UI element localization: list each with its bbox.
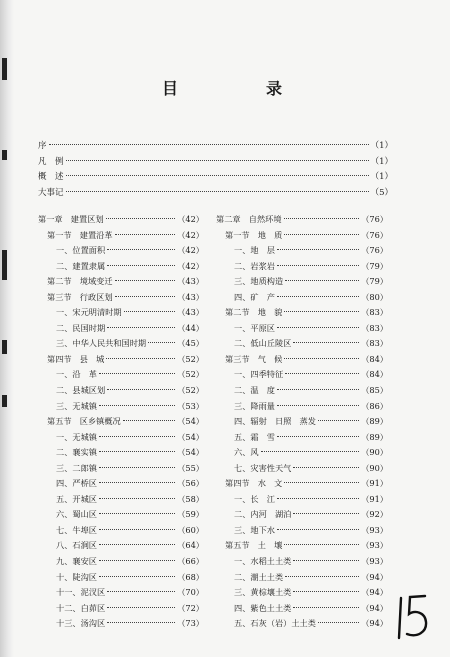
toc-entry-page: （93） [361,540,388,551]
toc-entry-label: 一、长 江 [234,493,275,504]
toc-entry-label: 一、无城镇 [56,431,97,442]
dot-leader [277,326,359,328]
toc-entry-page: （54） [177,447,204,458]
dot-leader [106,217,176,219]
toc-entry-page: （79） [361,260,388,271]
toc-entry-label: 二、温 度 [234,385,275,396]
dot-leader [277,404,359,406]
front-matter-entry [38,155,393,171]
toc-entry-label: 五、霜 雪 [234,431,275,442]
toc-chapter-entry [216,214,388,230]
toc-entry-label: 序 [38,141,47,151]
toc-entry-label: 第四节 水 文 [225,478,283,489]
toc-entry-label: 第二节 地 貌 [225,307,283,318]
toc-entry-page: （94） [361,602,388,613]
toc-entry-page: （76） [361,214,388,224]
toc-entry-label: 十三、汤沟区 [56,618,106,629]
toc-entry-page: （84） [361,353,388,364]
toc-entry-label: 三、降雨量 [234,400,275,411]
toc-entry-page: （93） [361,524,388,535]
toc-title: 目 录 [161,79,318,98]
toc-entry-page: （73） [177,618,204,629]
toc-subsection-entry [216,525,388,541]
toc-subsection-entry [216,261,388,277]
dot-leader [123,419,176,421]
dot-leader [285,372,359,374]
dot-leader [293,341,359,343]
toc-entry-page: （84） [361,369,388,380]
dot-leader [115,295,176,297]
toc-entry-label: 一、地 层 [234,245,275,256]
toc-left-column [38,214,204,634]
toc-entry-page: （90） [361,447,388,458]
dot-leader [293,559,359,561]
dot-leader [107,264,175,266]
dot-leader [277,248,359,250]
toc-entry-page: （42） [177,214,204,224]
toc-subsection-entry [38,494,204,510]
toc-subsection-entry [216,323,388,339]
front-matter-list [38,139,393,201]
dot-leader [107,590,175,592]
toc-section-entry [38,276,204,292]
dot-leader [277,528,359,530]
toc-subsection-entry [38,463,204,479]
dot-leader [115,279,176,281]
toc-entry-page: （43） [177,291,204,302]
toc-entry-label: 三、中华人民共和国时期 [56,338,147,349]
toc-subsection-entry [216,618,388,634]
toc-subsection-entry [216,494,388,510]
toc-subsection-entry [38,587,204,603]
toc-entry-label: 四、严桥区 [56,478,97,489]
toc-entry-label: 四、紫色土土类 [234,602,292,613]
toc-subsection-entry [38,245,204,261]
toc-entry-page: （52） [177,369,204,380]
dot-leader [285,575,359,577]
toc-entry-label: 第三节 行政区划 [47,291,113,302]
toc-subsection-entry [38,509,204,525]
dot-leader [66,174,369,176]
toc-subsection-entry [38,525,204,541]
toc-entry-label: 四、矿 产 [234,291,275,302]
dot-leader [107,606,175,608]
toc-entry-label: 二、县城区划 [56,385,106,396]
toc-entry-page: （70） [177,587,204,598]
toc-subsection-entry [216,572,388,588]
toc-entry-label: 大事记 [38,187,64,198]
toc-subsection-entry [38,338,204,354]
toc-subsection-entry [216,447,388,463]
toc-entry-label: 八、石涧区 [56,540,97,551]
toc-entry-label: 三、地下水 [234,524,275,535]
toc-subsection-entry [216,556,388,572]
toc-entry-page: （58） [177,493,204,504]
toc-subsection-entry [38,540,204,556]
dot-leader [99,543,175,545]
toc-entry-page: （42） [177,245,204,256]
dot-leader [277,295,359,297]
handwritten-number-text [434,592,435,593]
dot-leader [107,388,175,390]
toc-subsection-entry [216,245,388,261]
toc-subsection-entry [38,572,204,588]
front-matter-entry [38,170,393,186]
dot-leader [99,528,175,530]
dot-leader [99,435,175,437]
toc-section-entry [216,478,388,494]
toc-entry-page: （94） [361,587,388,598]
toc-subsection-entry [216,463,388,479]
toc-entry-page: （94） [361,571,388,582]
scan-edge-mark [2,395,7,407]
dot-leader [99,512,175,514]
toc-subsection-entry [216,432,388,448]
dot-leader [318,621,359,623]
toc-subsection-entry [216,509,388,525]
dot-leader [277,435,359,437]
toc-entry-page: （5） [370,187,393,198]
toc-entry-label: 十一、泥汊区 [56,587,106,598]
dot-leader [66,190,369,192]
dot-leader [284,233,359,235]
toc-subsection-entry [216,587,388,603]
toc-entry-page: （89） [361,431,388,442]
dot-leader [284,543,359,545]
dot-leader [99,497,175,499]
toc-entry-page: （92） [361,509,388,520]
toc-entry-label: 三、黄棕壤土类 [234,587,292,598]
toc-entry-label: 七、灾害性天气 [234,462,292,473]
dot-leader [107,326,175,328]
toc-subsection-entry [38,556,204,572]
toc-entry-label: 二、岩浆岩 [234,260,275,271]
handwritten-mark-drawing [395,592,435,642]
toc-entry-label: 六、风 [234,447,259,458]
scan-edge-mark [2,250,7,280]
dot-leader [277,264,359,266]
dot-leader [99,450,175,452]
toc-entry-label: 第一章 建置区划 [38,214,104,224]
toc-subsection-entry [38,385,204,401]
toc-entry-label: 一、位置面积 [56,245,106,256]
dot-leader [99,404,175,406]
toc-subsection-entry [38,478,204,494]
toc-subsection-entry [216,338,388,354]
dot-leader [124,310,176,312]
toc-entry-label: 一、平原区 [234,322,275,333]
dot-leader [261,450,360,452]
toc-subsection-entry [216,369,388,385]
toc-subsection-entry [216,603,388,619]
dot-leader [107,248,175,250]
toc-entry-page: （59） [177,509,204,520]
toc-entry-label: 六、蜀山区 [56,509,97,520]
dot-leader [284,357,359,359]
toc-entry-label: 九、襄安区 [56,556,97,567]
dot-leader [293,466,359,468]
toc-entry-page: （86） [361,400,388,411]
toc-entry-page: （43） [177,276,204,287]
front-matter-entry [38,139,393,155]
toc-entry-label: 三、二郎镇 [56,462,97,473]
dot-leader [293,590,359,592]
toc-section-entry [38,230,204,246]
toc-entry-page: （94） [361,618,388,629]
toc-entry-label: 概 述 [38,172,64,182]
toc-entry-label: 第一节 地 质 [225,229,283,240]
toc-entry-page: （44） [177,322,204,333]
dot-leader [284,481,359,483]
dot-leader [99,372,175,374]
dot-leader [277,388,359,390]
dot-leader [49,143,369,145]
toc-entry-label: 二、低山丘陵区 [234,338,292,349]
dot-leader [115,233,176,235]
toc-entry-label: 第一节 建置沿革 [47,229,113,240]
toc-right-column [216,214,388,634]
toc-entry-page: （68） [177,571,204,582]
toc-subsection-entry [38,323,204,339]
toc-entry-page: （83） [361,307,388,318]
toc-entry-label: 二、内河 湖泊 [234,509,292,520]
dot-leader [148,341,175,343]
toc-entry-label: 七、牛埠区 [56,524,97,535]
toc-entry-label: 三、无城镇 [56,400,97,411]
dot-leader [277,497,359,499]
dot-leader [107,621,175,623]
toc-entry-page: （54） [177,416,204,427]
scan-edge-mark [2,150,7,160]
toc-entry-page: （54） [177,431,204,442]
toc-subsection-entry [38,447,204,463]
toc-entry-page: （83） [361,322,388,333]
toc-entry-page: （42） [177,229,204,240]
toc-entry-page: （76） [361,229,388,240]
toc-subsection-entry [216,401,388,417]
toc-entry-label: 一、水稻土土类 [234,556,292,567]
toc-entry-page: （53） [177,400,204,411]
toc-entry-page: （1） [370,172,393,182]
toc-entry-page: （1） [370,141,393,151]
toc-entry-page: （93） [361,556,388,567]
toc-entry-page: （79） [361,276,388,287]
toc-section-entry [38,416,204,432]
toc-subsection-entry [38,401,204,417]
toc-entry-label: 十、陡沟区 [56,571,97,582]
toc-entry-label: 第三节 气 候 [225,353,283,364]
dot-leader [99,559,175,561]
toc-entry-page: （52） [177,353,204,364]
toc-entry-label: 五、石灰（岩）土土类 [234,618,316,629]
dot-leader [293,606,359,608]
toc-entry-page: （1） [370,156,393,167]
toc-entry-page: （72） [177,602,204,613]
toc-entry-page: （89） [361,416,388,427]
toc-entry-page: （76） [361,245,388,256]
toc-subsection-entry [216,276,388,292]
toc-chapter-entry [38,214,204,230]
toc-entry-label: 一、沿 革 [56,369,97,380]
toc-entry-page: （90） [361,462,388,473]
toc-section-entry [38,354,204,370]
toc-subsection-entry [216,292,388,308]
toc-entry-page: （66） [177,556,204,567]
toc-entry-page: （55） [177,462,204,473]
handwritten-page-number [395,592,435,642]
toc-entry-page: （52） [177,385,204,396]
dot-leader [106,357,175,359]
toc-entry-label: 第五节 区乡镇概况 [47,416,121,427]
dot-leader [318,419,359,421]
toc-entry-page: （56） [177,478,204,489]
toc-entry-label: 四、辐射 日照 蒸发 [234,416,316,427]
toc-section-entry [216,230,388,246]
toc-section-entry [38,292,204,308]
dot-leader [66,159,369,161]
toc-entry-label: 二、民国时期 [56,322,106,333]
toc-subsection-entry [38,618,204,634]
toc-subsection-entry [38,369,204,385]
toc-entry-page: （60） [177,524,204,535]
toc-entry-page: （64） [177,540,204,551]
toc-entry-page: （42） [177,260,204,271]
dot-leader [284,310,359,312]
toc-entry-page: （45） [177,338,204,349]
dot-leader [99,466,175,468]
toc-subsection-entry [216,385,388,401]
toc-section-entry [216,354,388,370]
toc-entry-label: 二、潮土土类 [234,571,284,582]
scan-edge-mark [2,340,7,354]
toc-subsection-entry [38,261,204,277]
toc-subsection-entry [216,416,388,432]
toc-entry-page: （91） [361,478,388,489]
toc-entry-label: 第二节 境域变迁 [47,276,113,287]
toc-entry-label: 第二章 自然环境 [216,214,282,224]
toc-subsection-entry [38,432,204,448]
toc-entry-label: 第五节 土 壤 [225,540,283,551]
toc-entry-label: 二、襄实镇 [56,447,97,458]
toc-entry-page: （91） [361,493,388,504]
toc-entry-label: 十二、白茆区 [56,602,106,613]
toc-subsection-entry [38,603,204,619]
toc-section-entry [216,540,388,556]
toc-entry-label: 三、地质构造 [234,276,284,287]
toc-entry-page: （80） [361,291,388,302]
toc-entry-page: （83） [361,338,388,349]
toc-entry-label: 凡 例 [38,156,64,167]
toc-subsection-entry [38,307,204,323]
dot-leader [293,512,359,514]
toc-entry-page: （85） [361,385,388,396]
dot-leader [284,217,360,219]
toc-section-entry [216,307,388,323]
toc-entry-label: 一、四季特征 [234,369,284,380]
toc-entry-label: 第四节 县 城 [47,353,105,364]
toc-entry-page: （43） [177,307,204,318]
toc-entry-label: 五、开城区 [56,493,97,504]
dot-leader [99,575,175,577]
toc-entry-label: 一、宋元明清时期 [56,307,122,318]
front-matter-entry [38,186,393,202]
dot-leader [99,481,175,483]
dot-leader [285,279,359,281]
toc-entry-label: 二、建置隶属 [56,260,106,271]
